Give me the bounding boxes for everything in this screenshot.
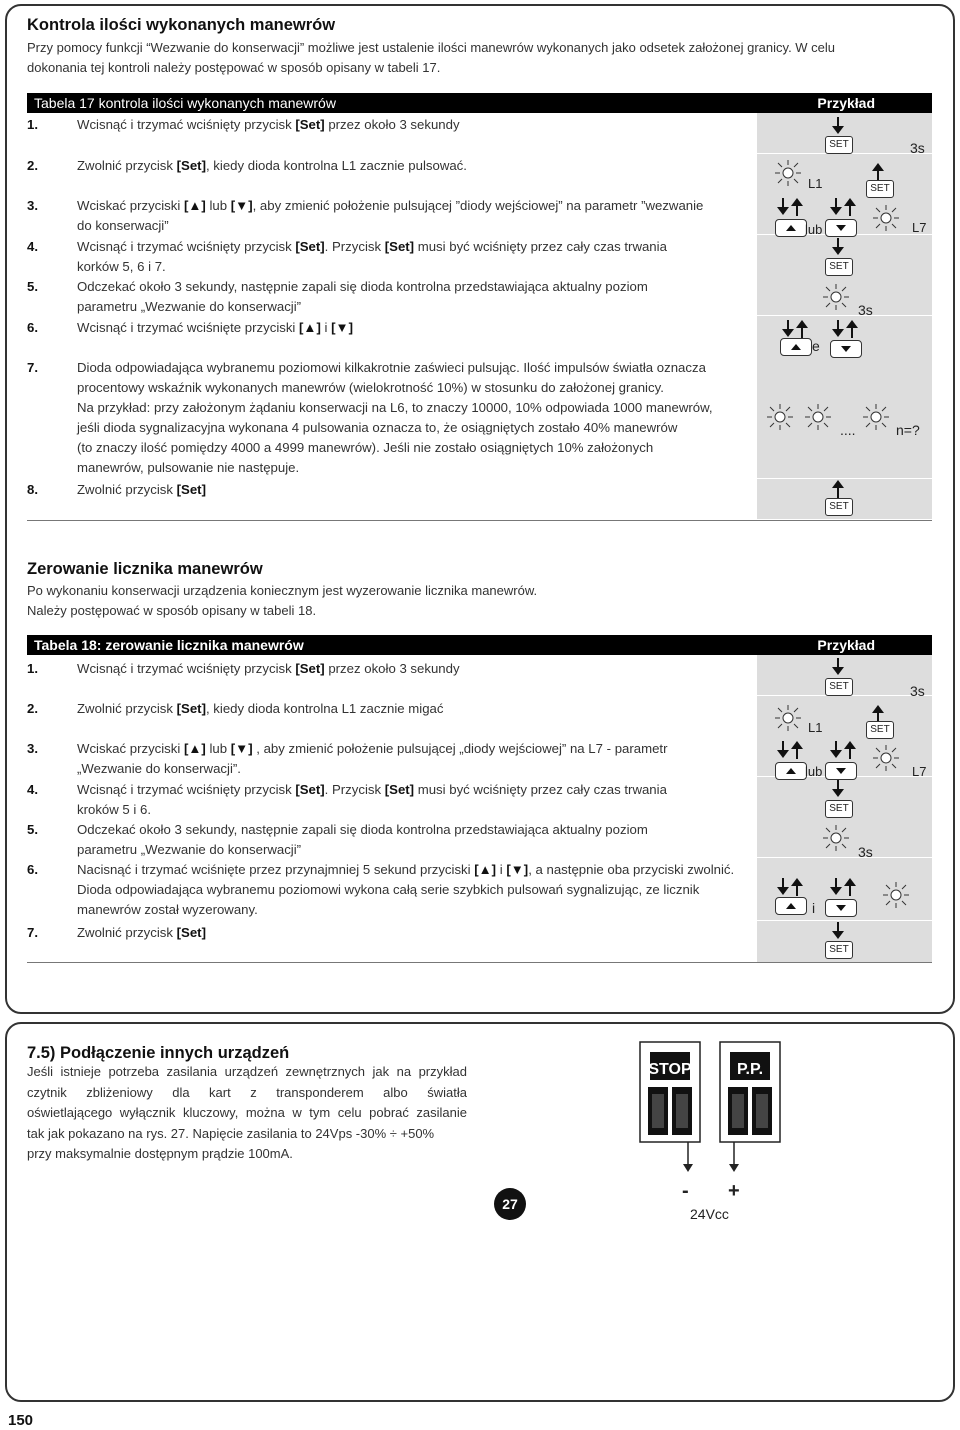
set-key: SET bbox=[825, 136, 853, 154]
duration-label: 3s bbox=[910, 683, 925, 699]
stop-label: STOP bbox=[648, 1061, 692, 1078]
step-text: Zwolnić przycisk [Set] bbox=[77, 925, 206, 940]
intro-line: Po wykonaniu konserwacji urządzenia koniecznym jest wyzerowanie licznika manewrów. bbox=[27, 583, 538, 598]
led-label: L1 bbox=[808, 176, 823, 191]
step-number: 6. bbox=[27, 320, 38, 335]
minus-label: - bbox=[682, 1180, 689, 1202]
figure-number-badge: 27 bbox=[494, 1188, 526, 1220]
row-divider bbox=[27, 962, 932, 963]
step-text: Wcisnąć i trzymać wciśnięty przycisk [Set] przez około 3 sekundy bbox=[77, 117, 460, 132]
body-line: tak jak pokazano na rys. 27. Napięcie zasilania to 24Vps -30% ÷ +50% bbox=[27, 1125, 435, 1141]
step-number: 4. bbox=[27, 782, 38, 797]
step-text: Zwolnić przycisk [Set], kiedy dioda kontrolna L1 zacznie migać bbox=[77, 701, 444, 716]
down-key bbox=[825, 762, 857, 780]
body-line: czytnik zbliżeniowy dla kart z transponderem albo światła bbox=[27, 1084, 467, 1100]
step-text: Zwolnić przycisk [Set], kiedy dioda kontrolna L1 zacznie pulsować. bbox=[77, 158, 467, 173]
set-key: SET bbox=[825, 498, 853, 516]
led-icon bbox=[805, 404, 831, 430]
press-release-icon bbox=[830, 741, 856, 759]
intro-line: dokonania tej kontroli należy postępować w sposób opisany w tabeli 17. bbox=[27, 60, 441, 75]
table-header bbox=[27, 635, 932, 655]
press-release-icon bbox=[777, 198, 803, 216]
or-label: lub bbox=[805, 764, 823, 779]
up-key bbox=[775, 897, 807, 915]
body-line: Jeśli istnieje potrzeba zasilania urządzeń zewnętrznych jak na przykład bbox=[27, 1064, 467, 1079]
led-icon bbox=[775, 705, 801, 731]
table-17 bbox=[27, 93, 932, 521]
press-release-icon bbox=[777, 741, 803, 759]
section-title: Kontrola ilości wykonanych manewrów bbox=[27, 16, 336, 34]
set-key: SET bbox=[825, 941, 853, 959]
step-text: Odczekać około 3 sekundy, następnie zapali się dioda kontrolna przedstawiająca aktualny poziom parametru „Wezwanie do konserwacji” bbox=[77, 822, 648, 857]
release-arrow-icon bbox=[831, 480, 845, 498]
duration-label: 3s bbox=[858, 302, 873, 318]
led-icon bbox=[767, 404, 793, 430]
step-text: Wcisnąć i trzymać wciśnięty przycisk [Set]. Przycisk [Set] musi być wciśnięty przez cały czas trwania korków 5, 6 i 7. bbox=[77, 239, 667, 274]
down-key bbox=[825, 219, 857, 237]
led-label: L1 bbox=[808, 720, 823, 735]
press-arrow-icon bbox=[831, 658, 845, 676]
step-text: Wciskać przyciski [▲] lub [▼] , aby zmienić położenie pulsującej „diody wejściowej” na L7 - parametr „Wezwanie do konserwacji”. bbox=[77, 741, 668, 776]
intro-line: Należy postępować w sposób opisany w tabeli 18. bbox=[27, 603, 317, 618]
press-arrow-icon bbox=[831, 922, 845, 940]
down-key bbox=[830, 340, 862, 358]
set-key: SET bbox=[825, 800, 853, 818]
step-text: Wcisnąć i trzymać wciśnięty przycisk [Set]. Przycisk [Set] musi być wciśnięty przez cały czas trwania kroków 5 i 6. bbox=[77, 782, 667, 817]
press-release-icon bbox=[777, 878, 803, 896]
table-title: Tabela 18: zerowanie licznika manewrów bbox=[34, 637, 304, 653]
table-header bbox=[27, 93, 932, 113]
body-line: przy maksymalnie dostępnym prądzie 100mA. bbox=[27, 1146, 293, 1161]
led-icon bbox=[823, 825, 849, 851]
step-text: Odczekać około 3 sekundy, następnie zapali się dioda kontrolna przedstawiająca aktualny poziom parametru „Wezwanie do konserwacji” bbox=[77, 279, 648, 314]
terminal-figure bbox=[630, 1032, 790, 1212]
plus-label: + bbox=[728, 1180, 740, 1202]
step-number: 6. bbox=[27, 862, 38, 877]
led-icon bbox=[775, 160, 801, 186]
led-label: L7 bbox=[912, 220, 927, 235]
and-label: e bbox=[812, 338, 820, 354]
result-label: n=? bbox=[896, 422, 920, 438]
press-release-icon bbox=[832, 320, 858, 338]
step-number: 7. bbox=[27, 360, 38, 375]
step-text: Wcisnąć i trzymać wciśnięty przycisk [Set] przez około 3 sekundy bbox=[77, 661, 460, 676]
step-number: 1. bbox=[27, 661, 38, 676]
led-icon bbox=[883, 882, 909, 908]
example-header: Przykład bbox=[817, 637, 875, 653]
step-text: Wcisnąć i trzymać wciśnięte przyciski [▲] i [▼] bbox=[77, 320, 353, 335]
step-text: Zwolnić przycisk [Set] bbox=[77, 482, 206, 497]
table-title: Tabela 17 kontrola ilości wykonanych manewrów bbox=[34, 95, 336, 111]
step-text: Dioda odpowiadająca wybranemu poziomowi kilkakrotnie zaświeci pulsując. Ilość impulsów światła oznacza procentowy wskaźnik wykonanych manewrów (wielokrotność 10%) w stosunku do założonej granicy. Na przykład: przy założonym żądaniu konserwacji na L6, to znaczy 10000, 10% odpowiada 1000 manewrów, jeśli dioda sygnalizacyjna wykonana 4 pulsowania oznacza to, że osiągniętych zostało 40% manewrów (to znaczy ilość pomiędzy 4000 a 4999 manewrów). Jeśli nie zostało osiągniętych 10% założonych manewrów, pulsowanie nie następuje. bbox=[77, 360, 713, 475]
example-header: Przykład bbox=[817, 95, 875, 111]
up-key bbox=[780, 338, 812, 356]
press-arrow-icon bbox=[831, 780, 845, 798]
step-number: 3. bbox=[27, 198, 38, 213]
press-release-icon bbox=[782, 320, 808, 338]
led-icon bbox=[823, 284, 849, 310]
section-title: Zerowanie licznika manewrów bbox=[27, 560, 263, 578]
step-number: 3. bbox=[27, 741, 38, 756]
press-release-icon bbox=[830, 198, 856, 216]
page-number: 150 bbox=[8, 1412, 34, 1429]
led-icon bbox=[873, 745, 899, 771]
step-number: 4. bbox=[27, 239, 38, 254]
voltage-label: 24Vcc bbox=[690, 1206, 729, 1222]
step-number: 1. bbox=[27, 117, 38, 132]
set-key: SET bbox=[866, 721, 894, 739]
intro-line: Przy pomocy funkcji “Wezwanie do konserwacji” możliwe jest ustalenie ilości manewrów wykonanych jako odsetek założonej granicy. W celu bbox=[27, 40, 836, 55]
step-number: 2. bbox=[27, 158, 38, 173]
duration-label: 3s bbox=[910, 140, 925, 156]
set-key: SET bbox=[825, 258, 853, 276]
press-arrow-icon bbox=[831, 117, 845, 135]
section-title: 7.5) Podłączenie innych urządzeń bbox=[27, 1044, 290, 1062]
press-arrow-icon bbox=[831, 238, 845, 256]
up-key bbox=[775, 762, 807, 780]
or-label: lub bbox=[805, 222, 823, 237]
step-number: 8. bbox=[27, 482, 38, 497]
and-label: i bbox=[812, 900, 816, 916]
step-text: Nacisnąć i trzymać wciśnięte przez przynajmniej 5 sekund przyciski [▲] i [▼], a następnie oba przyciski zwolnić. Dioda odpowiadająca wybranemu poziomowi wykona całą serie szybkich pulsowań sygnalizując, ze licznik manewrów został wyzerowany. bbox=[77, 862, 735, 917]
step-number: 7. bbox=[27, 925, 38, 940]
dots-label: .... bbox=[840, 422, 856, 438]
press-release-icon bbox=[830, 878, 856, 896]
led-icon bbox=[863, 404, 889, 430]
up-key bbox=[775, 219, 807, 237]
pp-label: P.P. bbox=[736, 1061, 764, 1078]
led-label: L7 bbox=[912, 764, 927, 779]
row-divider bbox=[27, 520, 932, 521]
step-number: 5. bbox=[27, 279, 38, 294]
step-number: 5. bbox=[27, 822, 38, 837]
down-key bbox=[825, 899, 857, 917]
release-arrow-icon bbox=[871, 163, 885, 181]
body-line: oświetlającego wyłącznik kluczowy, można w tym celu pobrać zasilanie bbox=[27, 1105, 467, 1120]
set-key: SET bbox=[825, 678, 853, 696]
duration-label: 3s bbox=[858, 844, 873, 860]
set-key: SET bbox=[866, 180, 894, 198]
step-number: 2. bbox=[27, 701, 38, 716]
step-text: Wciskać przyciski [▲] lub [▼], aby zmienić położenie pulsującej ”diody wejściowej” na parametr ”wezwanie do konserwacji” bbox=[77, 198, 704, 233]
led-icon bbox=[873, 205, 899, 231]
